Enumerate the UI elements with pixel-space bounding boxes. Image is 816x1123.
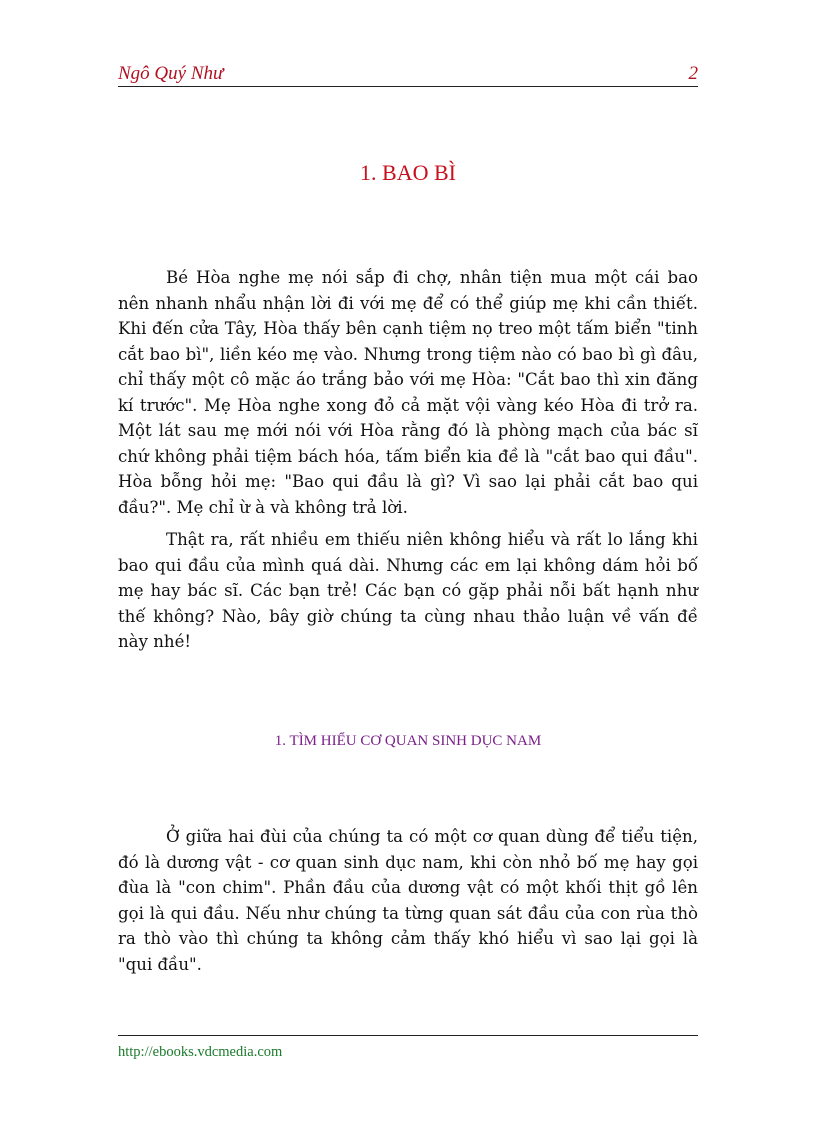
page-header xyxy=(118,60,698,87)
paragraph: Ở giữa hai đùi của chúng ta có một cơ quan dùng để tiểu tiện, đó là dương vật - cơ quan sinh dục nam, khi còn nhỏ bố mẹ hay gọi đùa là "con chim". Phần đầu của dương vật có một khối thịt gồ lên gọi là qui đầu. Nếu như chúng ta từng quan sát đầu của con rùa thò ra thò vào thì chúng ta không cảm thấy khó hiểu vì sao lại gọi là "qui đầu". xyxy=(118,827,698,974)
intro-text xyxy=(118,265,698,655)
chapter-title: 1. BAO BÌ xyxy=(360,160,456,185)
page-number: 2 xyxy=(688,63,698,84)
paragraph: Bé Hòa nghe mẹ nói sắp đi chợ, nhân tiện mua một cái bao nên nhanh nhẩu nhận lời đi với mẹ để có thể giúp mẹ khi cần thiết. Khi đến cửa Tây, Hòa thấy bên cạnh tiệm nọ treo một tấm biển "tinh cắt bao bì", liền kéo mẹ vào. Nhưng trong tiệm nào có bao bì gì đâu, chỉ thấy một cô mặc áo trắng bảo với mẹ Hòa: "Cắt bao thì xin đăng kí trước". Mẹ Hòa nghe xong đỏ cả mặt vội vàng kéo Hòa đi trở ra. Một lát sau mẹ mới nói với Hòa rằng đó là phòng mạch của bác sĩ chứ không phải tiệm bách hóa, tấm biển kia đề là "cắt bao qui đầu". Hòa bỗng hỏi mẹ: "Bao qui đầu là gì? Vì sao lại phải cắt bao qui đầu?". Mẹ chỉ ừ à và không trả lời. xyxy=(118,268,698,517)
paragraph: Thật ra, rất nhiều em thiếu niên không hiểu và rất lo lắng khi bao qui đầu của mình quá dài. Nhưng các em lại không dám hỏi bố mẹ hay bác sĩ. Các bạn trẻ! Các bạn có gặp phải nỗi bất hạnh như thế không? Nào, bây giờ chúng ta cùng nhau thảo luận về vấn đề này nhé! xyxy=(118,530,698,651)
footer-divider xyxy=(118,1035,698,1036)
author-name: Ngô Quý Như xyxy=(118,63,224,84)
footer-link[interactable]: http://ebooks.vdcmedia.com xyxy=(118,1044,283,1060)
section-title: 1. TÌM HIỂU CƠ QUAN SINH DỤC NAM xyxy=(274,733,542,749)
section-text xyxy=(118,824,698,977)
